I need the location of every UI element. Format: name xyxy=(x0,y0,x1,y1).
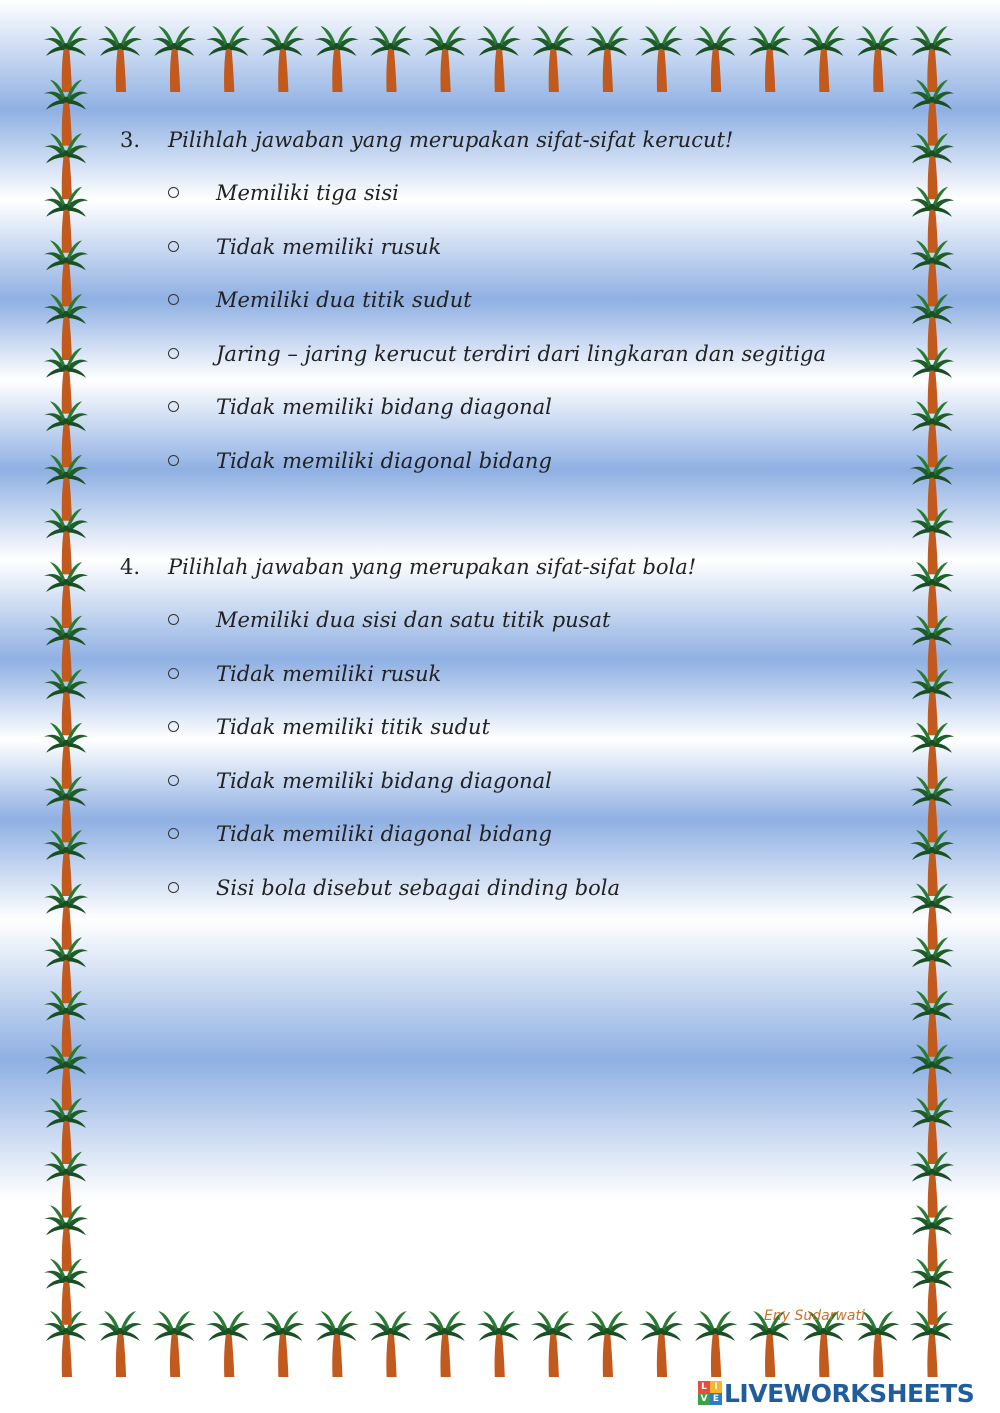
palm-tree-icon xyxy=(693,1311,737,1377)
palm-tree-icon xyxy=(98,26,142,92)
question-number: 4. xyxy=(120,555,141,579)
liveworksheets-logo[interactable] xyxy=(698,1378,974,1408)
answer-option-text: Tidak memiliki bidang diagonal xyxy=(216,768,552,793)
answer-option-text: Tidak memiliki bidang diagonal xyxy=(216,395,552,419)
brand-logo-letter: L xyxy=(698,1381,710,1393)
answer-option-text: Tidak memiliki rusuk xyxy=(216,234,442,259)
answer-option-text: Tidak memiliki diagonal bidang xyxy=(216,822,552,846)
answer-option-text: Tidak memiliki titik sudut xyxy=(216,715,491,739)
palm-tree-icon xyxy=(152,1311,196,1377)
palm-tree-icon xyxy=(801,26,845,92)
answer-option-text: Memiliki dua sisi dan satu titik pusat xyxy=(216,608,611,632)
answer-option-text: Memiliki dua titik sudut xyxy=(216,288,472,312)
answer-option-text: Tidak memiliki diagonal bidang xyxy=(216,448,552,473)
palm-tree-icon xyxy=(44,26,88,92)
brand-logo-icon xyxy=(698,1381,722,1405)
palm-tree-icon xyxy=(206,1311,250,1377)
palm-tree-icon xyxy=(477,26,521,92)
brand-logo-letter: E xyxy=(710,1393,722,1405)
palm-tree-icon xyxy=(206,26,250,92)
radio-circle-icon[interactable] xyxy=(168,348,179,359)
radio-circle-icon[interactable] xyxy=(168,455,179,466)
palm-tree-icon xyxy=(260,1311,304,1377)
palm-tree-icon xyxy=(585,26,629,92)
palm-tree-icon xyxy=(98,1311,142,1377)
question-text: Pilihlah jawaban yang merupakan sifat-sifat kerucut! xyxy=(168,128,734,152)
palm-tree-icon xyxy=(531,26,575,92)
answer-option-text: Tidak memiliki rusuk xyxy=(216,661,442,686)
palm-tree-icon xyxy=(152,26,196,92)
author-name: Eny Sudarwati xyxy=(764,1308,865,1324)
palm-tree-icon xyxy=(910,26,954,92)
palm-tree-icon xyxy=(856,26,900,92)
palm-tree-icon xyxy=(747,26,791,92)
palm-tree-icon xyxy=(477,1311,521,1377)
question-text: Pilihlah jawaban yang merupakan sifat-sifat bola! xyxy=(168,555,697,579)
radio-circle-icon[interactable] xyxy=(168,721,179,732)
radio-circle-icon[interactable] xyxy=(168,614,179,625)
palm-tree-icon xyxy=(639,1311,683,1377)
palm-tree-icon xyxy=(315,1311,359,1377)
palm-tree-icon xyxy=(369,1311,413,1377)
radio-circle-icon[interactable] xyxy=(168,668,179,679)
radio-circle-icon[interactable] xyxy=(168,294,179,305)
radio-circle-icon[interactable] xyxy=(168,775,179,786)
palm-tree-icon xyxy=(315,26,359,92)
radio-circle-icon[interactable] xyxy=(168,828,179,839)
brand-name: LIVEWORKSHEETS xyxy=(724,1378,975,1408)
answer-option-text: Sisi bola disebut sebagai dinding bola xyxy=(216,875,621,900)
brand-logo-letter: V xyxy=(698,1393,710,1405)
answer-option-text: Jaring – jaring kerucut terdiri dari lingkaran dan segitiga xyxy=(216,341,826,366)
palm-tree-icon xyxy=(693,26,737,92)
radio-circle-icon[interactable] xyxy=(168,401,179,412)
radio-circle-icon[interactable] xyxy=(168,882,179,893)
brand-logo-letter: I xyxy=(710,1381,722,1393)
palm-tree-icon xyxy=(531,1311,575,1377)
answer-option-text: Memiliki tiga sisi xyxy=(216,181,399,205)
palm-tree-icon xyxy=(423,1311,467,1377)
palm-tree-icon xyxy=(585,1311,629,1377)
palm-tree-icon xyxy=(639,26,683,92)
palm-tree-icon xyxy=(260,26,304,92)
radio-circle-icon[interactable] xyxy=(168,241,179,252)
palm-tree-icon xyxy=(369,26,413,92)
question-number: 3. xyxy=(120,128,141,152)
palm-tree-icon xyxy=(423,26,467,92)
radio-circle-icon[interactable] xyxy=(168,187,179,198)
